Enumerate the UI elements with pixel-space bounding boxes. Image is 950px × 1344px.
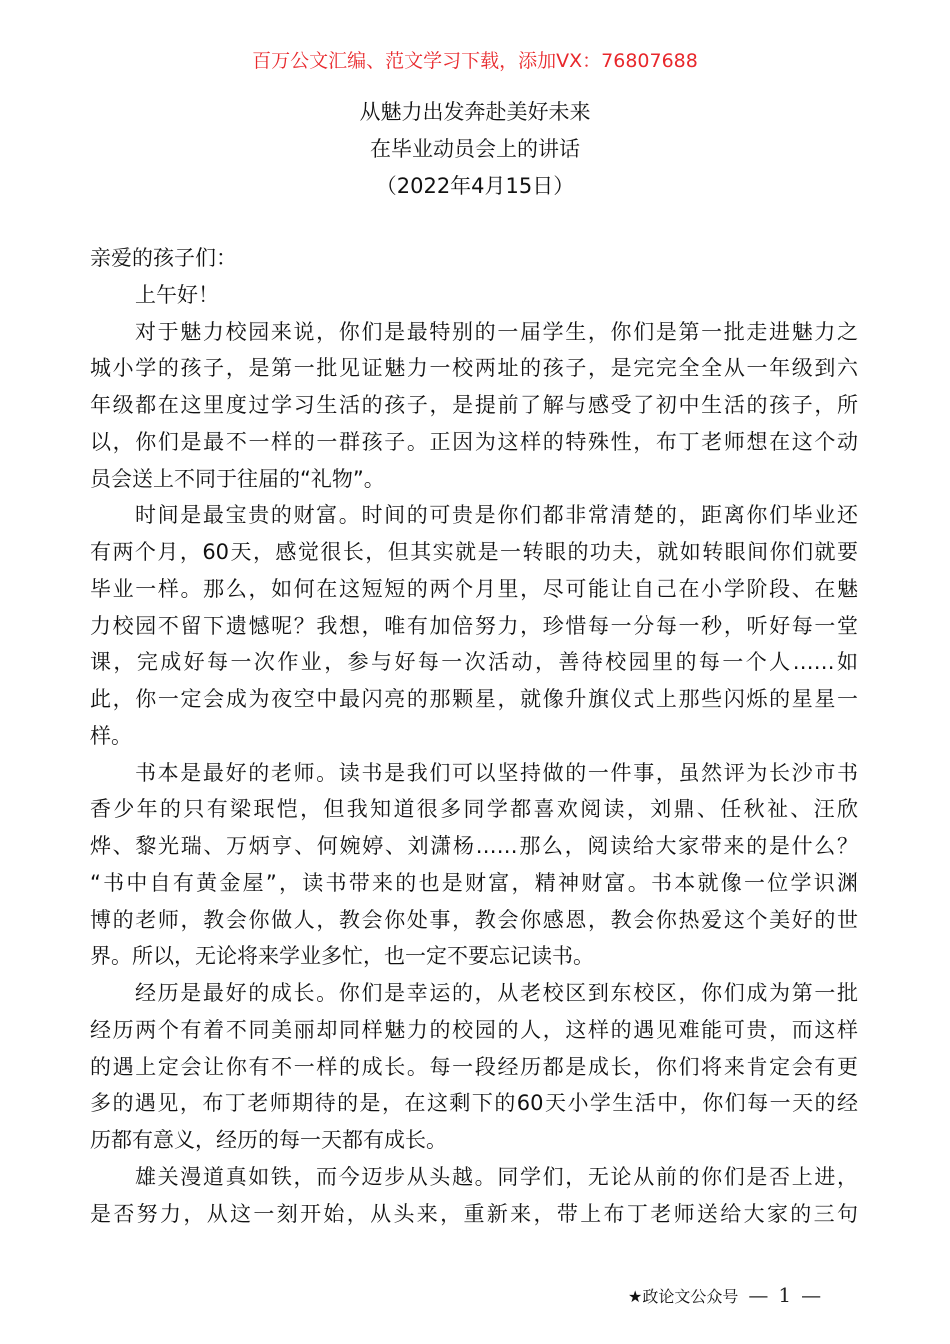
greeting: 上午好！ [135,282,219,307]
paragraph-line: 经历两个有着不同美丽却同样魅力的校园的人，这样的遇见难能可贵，而这样 [90,1017,858,1042]
page-number: 1 [778,1283,792,1307]
paragraph-line: 多的遇见，布丁老师期待的是，在这剩下的60天小学生活中，你们每一天的经 [90,1091,858,1116]
paragraph-line: 城小学的孩子，是第一批见证魅力一校两址的孩子，是完完全全从一年级到六 [90,356,858,381]
paragraph-line: 的遇上定会让你有不一样的成长。每一段经历都是成长，你们将来肯定会有更 [90,1054,858,1079]
paragraph-line: 员会送上不同于往届的“礼物”。 [90,466,385,491]
paragraph-line: 此，你一定会成为夜空中最闪亮的那颗星，就像升旗仪式上那些闪烁的星星一 [90,687,858,711]
document-date: （2022年4月15日） [375,174,575,198]
paragraph-line: 雄关漫道真如铁，而今迈步从头越。同学们，无论从前的你们是否上进， [135,1164,858,1189]
page-dash-left: — [748,1283,769,1307]
paragraph-line: 界。所以，无论将来学业多忙，也一定不要忘记读书。 [90,944,594,969]
paragraph-line: 香少年的只有梁珉恺，但我知道很多同学都喜欢阅读，刘鼎、任秋祉、汪欣 [90,797,858,822]
paragraph-line: 有两个月，60天，感觉很长，但其实就是一转眼的功夫，就如转眼间你们就要 [90,540,858,564]
document-title: 从魅力出发奔赴美好未来 [359,100,591,124]
watermark-banner: 百万公文汇编、范文学习下载，添加VX：76807688 [252,50,698,72]
paragraph-line: 年级都在这里度过学习生活的孩子，是提前了解与感受了初中生活的孩子，所 [90,393,858,417]
paragraph-line: 以，你们是最不一样的一群孩子。正因为这样的特殊性，布丁老师想在这个动 [90,429,858,454]
paragraph-line: 毕业一样。那么，如何在这短短的两个月里，尽可能让自己在小学阶段、在魅 [90,576,858,601]
salutation: 亲爱的孩子们： [90,246,237,270]
page-dash-right: — [801,1283,822,1307]
paragraph-line: 样。 [90,723,132,748]
paragraph-line: 对于魅力校园来说，你们是最特别的一届学生，你们是第一批走进魅力之 [135,319,858,344]
document-body [90,240,858,1232]
footer-source: ★政论文公众号 [628,1286,739,1306]
paragraph-line: 力校园不留下遗憾呢？我想，唯有加倍努力，珍惜每一分每一秒，听好每一堂 [90,613,858,638]
paragraph-line: 历都有意义，经历的每一天都有成长。 [90,1128,447,1152]
paragraph-line: 博的老师，教会你做人，教会你处事，教会你感恩，教会你热爱这个美好的世 [90,907,858,932]
paragraph-line: 课，完成好每一次作业，参与好每一次活动，善待校园里的每一个人……如 [90,650,858,675]
paragraph-line: “书中自有黄金屋”，读书带来的也是财富，精神财富。书本就像一位学识渊 [90,870,858,895]
paragraph-line: 书本是最好的老师。读书是我们可以坚持做的一件事，虽然评为长沙市书 [135,760,858,785]
paragraph-line: 时间是最宝贵的财富。时间的可贵是你们都非常清楚的，距离你们毕业还 [135,503,858,528]
paragraph-line: 烨、黎光瑞、万炳亨、何婉婷、刘潇杨……那么，阅读给大家带来的是什么？ [90,834,858,858]
paragraph-line: 经历是最好的成长。你们是幸运的，从老校区到东校区，你们成为第一批 [135,981,858,1005]
page-footer [628,1283,821,1307]
paragraph-line: 是否努力，从这一刻开始，从头来，重新来，带上布丁老师送给大家的三句 [90,1201,858,1226]
document-subtitle: 在毕业动员会上的讲话 [370,137,580,161]
